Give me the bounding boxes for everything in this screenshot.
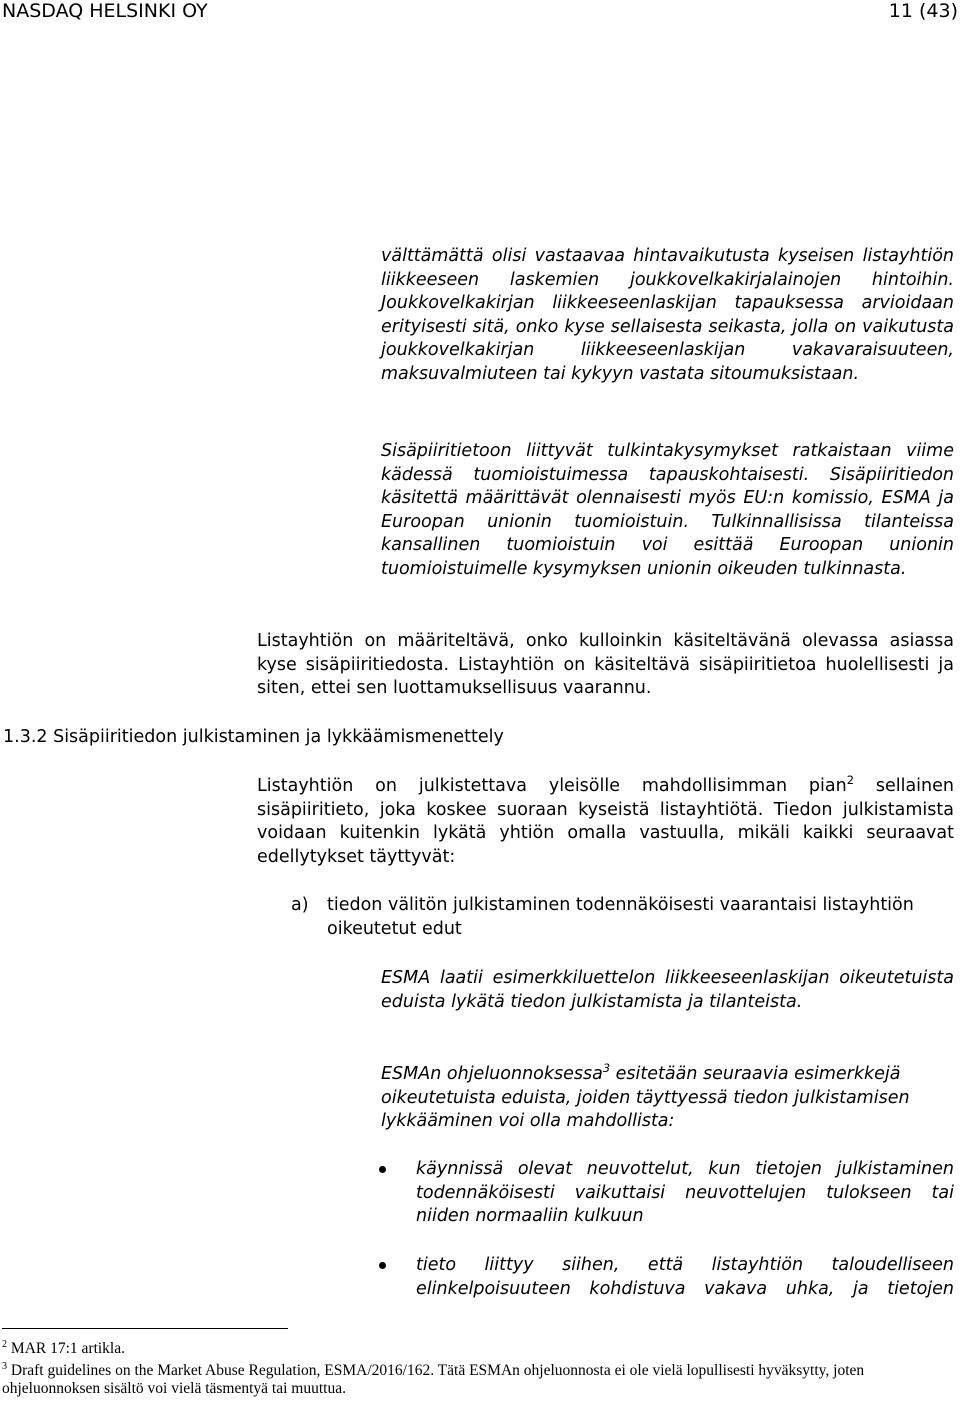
footnote-divider xyxy=(2,1328,288,1329)
header-company: NASDAQ HELSINKI OY xyxy=(2,0,208,22)
italic-paragraph-bond-issuer: välttämättä olisi vastaavaa hintavaikutusta kyseisen listayhtiön liikkeeseen laskemien joukkovelkakirjalainojen hintoihin. Joukkovelkakirjan liikkeeseenlaskijan tapauksessa arvioidaan erityisesti sitä, onko kyse sellaisesta seikasta, jolla on vaikutusta joukkovelkakirjan liikkeeseenlaskijan vakavaraisuuteen, maksuvalmiuteen tai kykyyn vastata sitoumuksistaan. xyxy=(381,246,954,384)
italic-paragraph-esma-guidelines xyxy=(381,1063,954,1134)
bullet-icon xyxy=(379,1262,386,1269)
paragraph-listed-company-definition: Listayhtiön on määriteltävä, onko kulloinkin käsiteltävänä olevassa asiassa kyse sisäpiiritiedosta. Listayhtiön on käsiteltävä sisäpiiritietoa huolellisesti ja siten, ettei sen luottamuksellisuus vaarannu. xyxy=(257,631,954,698)
footnote xyxy=(2,1340,952,1358)
footnote xyxy=(2,1362,952,1398)
paragraph-text-part: esitetään seuraavia esimerkkejä oikeutetuista eduista, joiden täyttyessä tiedon julkistamisen lykkääminen voi olla mahdollista: xyxy=(381,1064,910,1131)
italic-paragraph-esma-list: ESMA laatii esimerkkiluettelon liikkeeseenlaskijan oikeutetuista eduista lykätä tiedon julkistamista ja tilanteista. xyxy=(381,968,954,1012)
section-heading: 1.3.2 Sisäpiiritiedon julkistaminen ja lykkäämismenettely xyxy=(3,727,504,747)
footnote-ref-3: 3 xyxy=(602,1061,611,1076)
paragraph-text-part: Listayhtiön on julkistettava yleisölle mahdollisimman pian xyxy=(257,776,847,796)
footnote-text: Draft guidelines on the Market Abuse Regulation, ESMA/2016/162. Tätä ESMAn ohjeluonnosta ei ole vielä lopullisesti hyväksytty, joten ohjeluonnoksen sisältö voi vielä täsmentyä tai muuttua. xyxy=(2,1362,865,1397)
footnote-number: 3 xyxy=(2,1360,8,1372)
footnote-ref-2: 2 xyxy=(846,773,854,788)
bullet-item: tieto liittyy siihen, että listayhtiön taloudelliseen elinkelpoisuuteen kohdistuva vakava uhka, ja tietojen xyxy=(416,1255,954,1299)
footnote-text: MAR 17:1 artikla. xyxy=(10,1340,125,1357)
list-item-marker: a) xyxy=(291,895,309,915)
bullet-item: käynnissä olevat neuvottelut, kun tietojen julkistaminen todennäköisesti vaikuttaisi neuvottelujen tulokseen tai niiden normaaliin kulkuun xyxy=(416,1159,954,1226)
footnote-number: 2 xyxy=(2,1338,8,1350)
bullet-icon xyxy=(379,1166,386,1173)
italic-paragraph-interpretation: Sisäpiiritietoon liittyvät tulkintakysymykset ratkaistaan viime kädessä tuomioistuimessa tapauskohtaisesti. Sisäpiiritiedon käsitettä määrittävät olennaisesti myös EU:n komissio, ESMA ja Euroopan unionin tuomioistuin. Tulkinnallisissa tilanteissa kansallinen tuomioistuin voi esittää Euroopan unionin tuomioistuimelle kysymyksen unionin oikeuden tulkinnasta. xyxy=(381,441,954,579)
paragraph-text-part: ESMAn ohjeluonnoksessa xyxy=(381,1064,603,1084)
paragraph-text-part: sellainen sisäpiiritieto, joka koskee suoraan kyseistä listayhtiötä. Tiedon julkistamista voidaan kuitenkin lykätä yhtiön omalla vastuulla, mikäli kaikki seuraavat edellytykset täyttyvät: xyxy=(257,776,954,867)
page-indicator: 11 (43) xyxy=(888,0,958,22)
list-item-text: tiedon välitön julkistaminen todennäköisesti vaarantaisi listayhtiön oikeutetut edut xyxy=(327,895,914,939)
paragraph-disclosure-obligation xyxy=(257,775,954,869)
